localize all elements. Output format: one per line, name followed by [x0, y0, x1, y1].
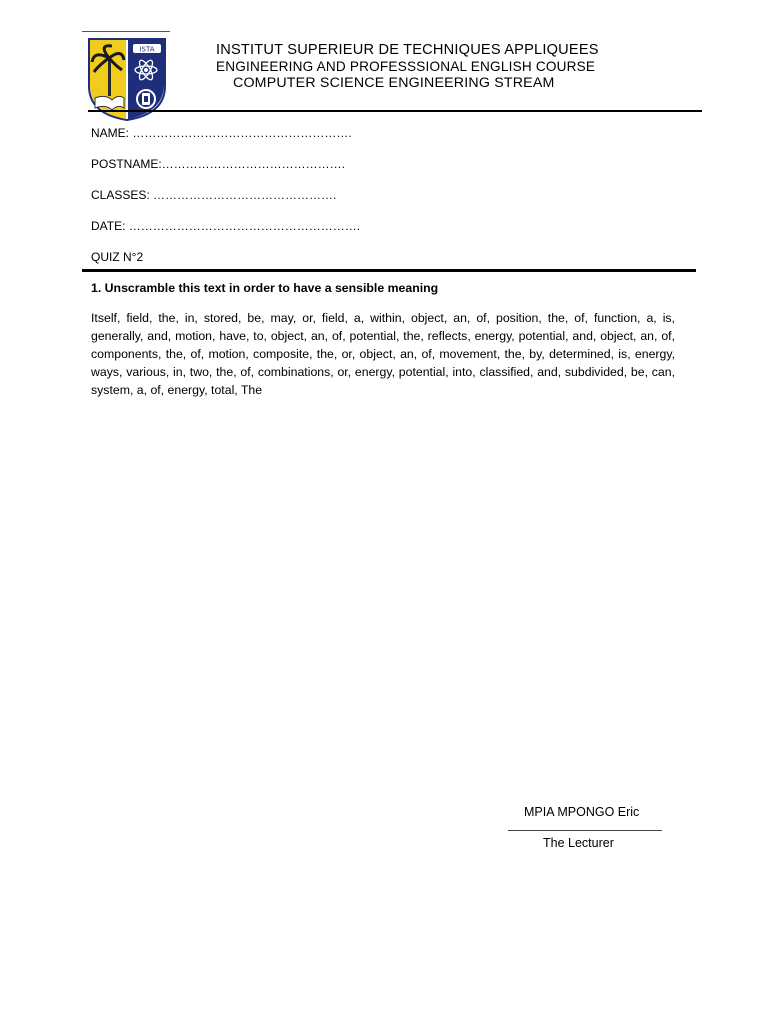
scrambled-text: Itself, field, the, in, stored, be, may, or, field, a, within, object, an, of, position, the, of, function, a, is, generally, and, motion, have, to, object, an, of, potential, the, reflects, energy, potential, and, object, an, of, components, the, of, motion, composite, the, or, object, an, of, movement, the, by, determined, is, energy, ways, various, in, two, the, of, combinations, or, energy, potential, into, classified, and, subdivided, be, can, system, a, of, energy, total, The — [91, 311, 675, 397]
classes-field: CLASSES: ………………………………………. — [91, 188, 337, 202]
signature-line — [508, 830, 662, 831]
header-divider — [88, 110, 702, 112]
course-title: ENGINEERING AND PROFESSSIONAL ENGLISH COURSE — [216, 59, 596, 74]
postname-field: POSTNAME:………………………………………. — [91, 157, 346, 171]
lecturer-name: MPIA MPONGO Eric — [524, 805, 640, 819]
date-field: DATE: …………………………………………………. — [91, 219, 361, 233]
stream-title: COMPUTER SCIENCE ENGINEERING STREAM — [233, 75, 555, 91]
lecturer-title: The Lecturer — [543, 836, 614, 850]
name-field: NAME: ………………………………………………. — [91, 126, 352, 140]
logo-banner-text: ISTA — [139, 45, 155, 54]
question-title: 1. Unscramble this text in order to have a sensible meaning — [91, 281, 439, 295]
quiz-number: QUIZ N°2 — [91, 250, 144, 264]
logo-top-rule — [82, 31, 170, 32]
institution-title: INSTITUT SUPERIEUR DE TECHNIQUES APPLIQUEES — [216, 42, 599, 58]
section-divider — [82, 269, 696, 272]
